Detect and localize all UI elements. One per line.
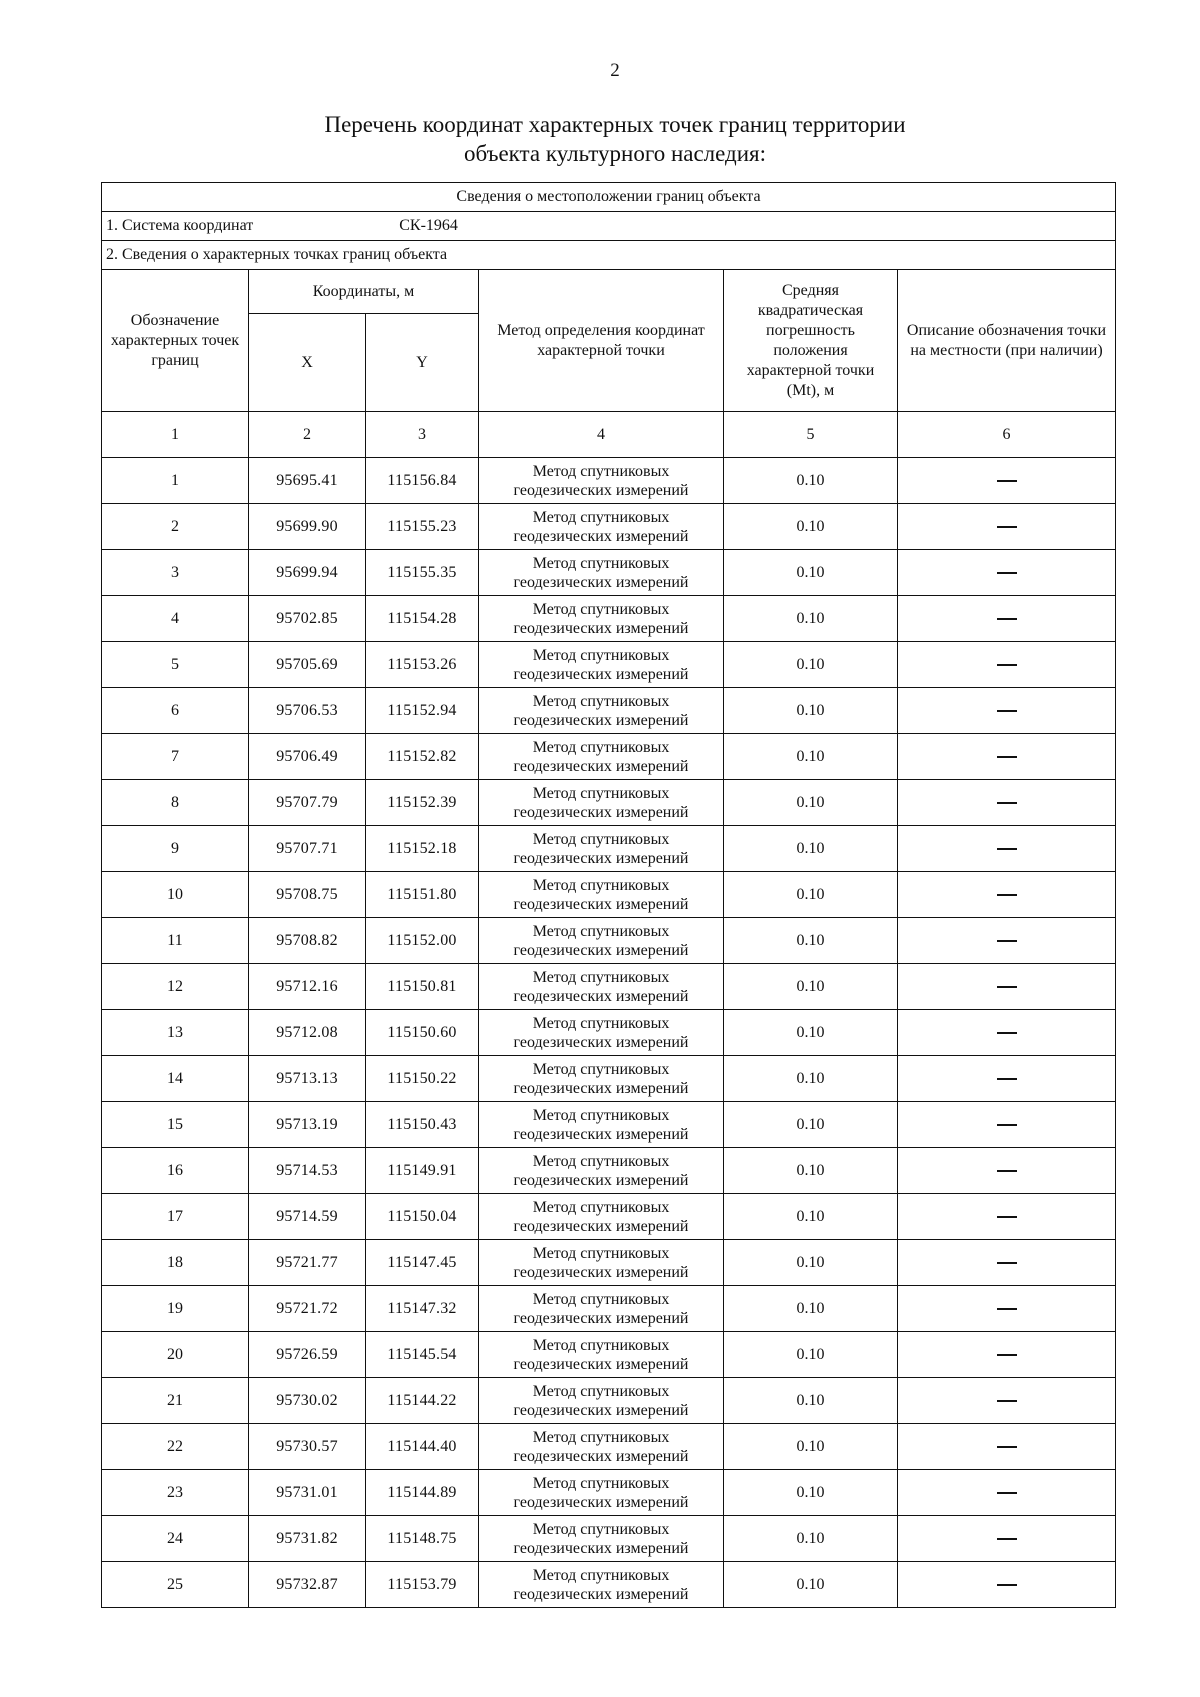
column-header-method: Метод определения координат характерной точки: [479, 270, 724, 412]
point-number-cell: 22: [102, 1424, 249, 1470]
description-cell: [898, 550, 1116, 596]
point-number-cell: 13: [102, 1010, 249, 1056]
y-coordinate-cell: 115152.00: [366, 918, 479, 964]
method-line-2: геодезических измерений: [513, 1079, 689, 1097]
dash-mark: [997, 710, 1017, 712]
point-number-cell: 10: [102, 872, 249, 918]
table-row: [102, 1424, 1116, 1470]
table-row: [102, 1194, 1116, 1240]
method-line-1: Метод спутниковых: [532, 1152, 670, 1170]
y-coordinate-cell: 115153.79: [366, 1562, 479, 1608]
dash-mark: [997, 1446, 1017, 1448]
y-coordinate-cell: 115151.80: [366, 872, 479, 918]
method-cell: [479, 458, 724, 504]
point-number-cell: 1: [102, 458, 249, 504]
title-line-1: Перечень координат характерных точек границ территории: [324, 112, 906, 137]
method-line-1: Метод спутниковых: [532, 1060, 670, 1078]
error-cell: 0.10: [724, 550, 898, 596]
method-line-1: Метод спутниковых: [532, 1474, 670, 1492]
dash-mark: [997, 1262, 1017, 1264]
method-line-2: геодезических измерений: [513, 1263, 689, 1281]
method-cell: [479, 642, 724, 688]
method-line-1: Метод спутниковых: [532, 1382, 670, 1400]
point-number-cell: 9: [102, 826, 249, 872]
column-header-coordinates: Координаты, м: [249, 270, 479, 314]
column-number: 3: [366, 412, 479, 458]
method-cell: [479, 688, 724, 734]
method-cell: [479, 1102, 724, 1148]
method-line-1: Метод спутниковых: [532, 830, 670, 848]
dash-mark: [997, 1170, 1017, 1172]
error-cell: 0.10: [724, 688, 898, 734]
method-cell: [479, 1010, 724, 1056]
x-coordinate-cell: 95730.57: [249, 1424, 366, 1470]
method-cell: [479, 1378, 724, 1424]
error-cell: 0.10: [724, 964, 898, 1010]
description-cell: [898, 1286, 1116, 1332]
error-cell: 0.10: [724, 1424, 898, 1470]
column-number: 2: [249, 412, 366, 458]
point-number-cell: 19: [102, 1286, 249, 1332]
y-coordinate-cell: 115156.84: [366, 458, 479, 504]
dash-mark: [997, 1124, 1017, 1126]
title-line-2: объекта культурного наследия:: [463, 141, 767, 166]
description-cell: [898, 1470, 1116, 1516]
x-coordinate-cell: 95721.77: [249, 1240, 366, 1286]
description-cell: [898, 642, 1116, 688]
dash-mark: [997, 664, 1017, 666]
page-number: 2: [610, 60, 620, 81]
dash-mark: [997, 1216, 1017, 1218]
error-cell: 0.10: [724, 734, 898, 780]
column-number: 4: [479, 412, 724, 458]
x-coordinate-cell: 95695.41: [249, 458, 366, 504]
x-coordinate-cell: 95731.01: [249, 1470, 366, 1516]
y-coordinate-cell: 115155.35: [366, 550, 479, 596]
table-row: [102, 1010, 1116, 1056]
description-cell: [898, 734, 1116, 780]
method-line-2: геодезических измерений: [513, 941, 689, 959]
method-line-2: геодезических измерений: [513, 803, 689, 821]
document-title: [0, 110, 1200, 168]
point-number-cell: 23: [102, 1470, 249, 1516]
dash-mark: [997, 848, 1017, 850]
method-cell: [479, 964, 724, 1010]
dash-mark: [997, 1538, 1017, 1540]
dash-mark: [997, 1492, 1017, 1494]
x-coordinate-cell: 95706.49: [249, 734, 366, 780]
method-line-2: геодезических измерений: [513, 1539, 689, 1557]
y-coordinate-cell: 115149.91: [366, 1148, 479, 1194]
point-number-cell: 12: [102, 964, 249, 1010]
description-cell: [898, 964, 1116, 1010]
method-cell: [479, 1470, 724, 1516]
method-line-2: геодезических измерений: [513, 1033, 689, 1051]
point-number-cell: 24: [102, 1516, 249, 1562]
method-line-2: геодезических измерений: [513, 895, 689, 913]
x-coordinate-cell: 95721.72: [249, 1286, 366, 1332]
method-line-2: геодезических измерений: [513, 849, 689, 867]
table-row: [102, 504, 1116, 550]
method-line-2: геодезических измерений: [513, 711, 689, 729]
y-coordinate-cell: 115147.45: [366, 1240, 479, 1286]
table-row: [102, 964, 1116, 1010]
method-line-1: Метод спутниковых: [532, 1428, 670, 1446]
point-number-cell: 8: [102, 780, 249, 826]
y-coordinate-cell: 115144.40: [366, 1424, 479, 1470]
description-cell: [898, 458, 1116, 504]
method-line-2: геодезических измерений: [513, 619, 689, 637]
method-cell: [479, 1148, 724, 1194]
error-cell: 0.10: [724, 780, 898, 826]
table-row: [102, 688, 1116, 734]
column-number-row: [102, 412, 1116, 458]
method-cell: [479, 1516, 724, 1562]
description-cell: [898, 1332, 1116, 1378]
method-line-2: геодезических измерений: [513, 527, 689, 545]
dash-mark: [997, 1032, 1017, 1034]
x-coordinate-cell: 95714.59: [249, 1194, 366, 1240]
description-cell: [898, 596, 1116, 642]
y-coordinate-cell: 115152.82: [366, 734, 479, 780]
description-cell: [898, 1010, 1116, 1056]
column-number: 1: [102, 412, 249, 458]
method-line-2: геодезических измерений: [513, 1171, 689, 1189]
method-line-1: Метод спутниковых: [532, 1336, 670, 1354]
table-row: [102, 1148, 1116, 1194]
table-row: [102, 918, 1116, 964]
description-cell: [898, 826, 1116, 872]
column-header-y: Y: [366, 314, 479, 412]
description-cell: [898, 504, 1116, 550]
x-coordinate-cell: 95708.82: [249, 918, 366, 964]
method-line-1: Метод спутниковых: [532, 1198, 670, 1216]
method-cell: [479, 780, 724, 826]
x-coordinate-cell: 95714.53: [249, 1148, 366, 1194]
method-line-1: Метод спутниковых: [532, 784, 670, 802]
x-coordinate-cell: 95702.85: [249, 596, 366, 642]
y-coordinate-cell: 115144.89: [366, 1470, 479, 1516]
method-cell: [479, 504, 724, 550]
method-line-2: геодезических измерений: [513, 1125, 689, 1143]
description-cell: [898, 1516, 1116, 1562]
x-coordinate-cell: 95730.02: [249, 1378, 366, 1424]
error-cell: 0.10: [724, 1332, 898, 1378]
point-number-cell: 21: [102, 1378, 249, 1424]
coordinate-system-label: 1. Система координат: [106, 217, 254, 234]
column-header-designation: Обозначение характерных точек границ: [102, 270, 249, 412]
table-row: [102, 780, 1116, 826]
method-line-1: Метод спутниковых: [532, 1566, 670, 1584]
dash-mark: [997, 986, 1017, 988]
method-cell: [479, 1194, 724, 1240]
method-cell: [479, 1240, 724, 1286]
table-row: [102, 458, 1116, 504]
table-row: [102, 550, 1116, 596]
method-line-2: геодезических измерений: [513, 1585, 689, 1603]
y-coordinate-cell: 115153.26: [366, 642, 479, 688]
method-line-2: геодезических измерений: [513, 665, 689, 683]
y-coordinate-cell: 115152.39: [366, 780, 479, 826]
method-line-1: Метод спутниковых: [532, 508, 670, 526]
method-line-1: Метод спутниковых: [532, 968, 670, 986]
table-row: [102, 1286, 1116, 1332]
description-cell: [898, 1378, 1116, 1424]
coordinate-system-row: [102, 212, 1116, 241]
point-number-cell: 20: [102, 1332, 249, 1378]
x-coordinate-cell: 95705.69: [249, 642, 366, 688]
method-line-1: Метод спутниковых: [532, 646, 670, 664]
dash-mark: [997, 1308, 1017, 1310]
y-coordinate-cell: 115147.32: [366, 1286, 479, 1332]
x-coordinate-cell: 95712.08: [249, 1010, 366, 1056]
point-number-cell: 14: [102, 1056, 249, 1102]
table-row: [102, 642, 1116, 688]
y-coordinate-cell: 115145.54: [366, 1332, 479, 1378]
description-cell: [898, 1194, 1116, 1240]
method-cell: [479, 1562, 724, 1608]
y-coordinate-cell: 115152.94: [366, 688, 479, 734]
column-header-x: X: [249, 314, 366, 412]
column-header-error: Средняя квадратическая погрешность положения характерной точки (Mt), м: [724, 270, 898, 412]
x-coordinate-cell: 95699.94: [249, 550, 366, 596]
method-line-2: геодезических измерений: [513, 1309, 689, 1327]
y-coordinate-cell: 115148.75: [366, 1516, 479, 1562]
error-cell: 0.10: [724, 458, 898, 504]
table-row: [102, 1240, 1116, 1286]
error-cell: 0.10: [724, 1516, 898, 1562]
error-cell: 0.10: [724, 1470, 898, 1516]
table-row: [102, 872, 1116, 918]
error-cell: 0.10: [724, 1102, 898, 1148]
point-number-cell: 16: [102, 1148, 249, 1194]
x-coordinate-cell: 95712.16: [249, 964, 366, 1010]
x-coordinate-cell: 95708.75: [249, 872, 366, 918]
error-cell: 0.10: [724, 918, 898, 964]
description-cell: [898, 1240, 1116, 1286]
dash-mark: [997, 1400, 1017, 1402]
table-row: [102, 1102, 1116, 1148]
coordinate-system-value: СК-1964: [399, 217, 458, 234]
error-cell: 0.10: [724, 1010, 898, 1056]
point-number-cell: 15: [102, 1102, 249, 1148]
x-coordinate-cell: 95731.82: [249, 1516, 366, 1562]
dash-mark: [997, 618, 1017, 620]
description-cell: [898, 1148, 1116, 1194]
method-cell: [479, 734, 724, 780]
description-cell: [898, 688, 1116, 734]
dash-mark: [997, 940, 1017, 942]
method-line-2: геодезических измерений: [513, 1217, 689, 1235]
description-cell: [898, 872, 1116, 918]
x-coordinate-cell: 95699.90: [249, 504, 366, 550]
dash-mark: [997, 894, 1017, 896]
method-line-1: Метод спутниковых: [532, 876, 670, 894]
table-row: [102, 826, 1116, 872]
dash-mark: [997, 802, 1017, 804]
method-line-1: Метод спутниковых: [532, 1106, 670, 1124]
method-line-2: геодезических измерений: [513, 1493, 689, 1511]
description-cell: [898, 1102, 1116, 1148]
method-line-1: Метод спутниковых: [532, 922, 670, 940]
method-cell: [479, 826, 724, 872]
x-coordinate-cell: 95706.53: [249, 688, 366, 734]
table-row: [102, 1470, 1116, 1516]
method-line-1: Метод спутниковых: [532, 1014, 670, 1032]
error-cell: 0.10: [724, 826, 898, 872]
x-coordinate-cell: 95707.79: [249, 780, 366, 826]
error-cell: 0.10: [724, 642, 898, 688]
description-cell: [898, 1562, 1116, 1608]
method-cell: [479, 872, 724, 918]
description-cell: [898, 1056, 1116, 1102]
method-cell: [479, 1286, 724, 1332]
dash-mark: [997, 1078, 1017, 1080]
method-line-1: Метод спутниковых: [532, 554, 670, 572]
point-number-cell: 11: [102, 918, 249, 964]
point-number-cell: 2: [102, 504, 249, 550]
point-number-cell: 6: [102, 688, 249, 734]
point-number-cell: 25: [102, 1562, 249, 1608]
x-coordinate-cell: 95713.13: [249, 1056, 366, 1102]
error-cell: 0.10: [724, 1286, 898, 1332]
description-cell: [898, 1424, 1116, 1470]
dash-mark: [997, 1354, 1017, 1356]
method-line-2: геодезических измерений: [513, 987, 689, 1005]
method-line-1: Метод спутниковых: [532, 738, 670, 756]
point-number-cell: 3: [102, 550, 249, 596]
method-line-1: Метод спутниковых: [532, 462, 670, 480]
y-coordinate-cell: 115150.43: [366, 1102, 479, 1148]
method-cell: [479, 1332, 724, 1378]
method-line-1: Метод спутниковых: [532, 692, 670, 710]
error-cell: 0.10: [724, 1194, 898, 1240]
table-row: [102, 734, 1116, 780]
table-row: [102, 1332, 1116, 1378]
method-cell: [479, 550, 724, 596]
error-cell: 0.10: [724, 1240, 898, 1286]
table-row: [102, 596, 1116, 642]
column-number: 6: [898, 412, 1116, 458]
section-header: Сведения о местоположении границ объекта: [102, 183, 1116, 212]
y-coordinate-cell: 115155.23: [366, 504, 479, 550]
method-line-1: Метод спутниковых: [532, 600, 670, 618]
dash-mark: [997, 572, 1017, 574]
error-cell: 0.10: [724, 504, 898, 550]
x-coordinate-cell: 95732.87: [249, 1562, 366, 1608]
description-cell: [898, 918, 1116, 964]
method-line-1: Метод спутниковых: [532, 1244, 670, 1262]
point-number-cell: 17: [102, 1194, 249, 1240]
dash-mark: [997, 756, 1017, 758]
table-row: [102, 1516, 1116, 1562]
method-cell: [479, 918, 724, 964]
table-row: [102, 1562, 1116, 1608]
y-coordinate-cell: 115150.60: [366, 1010, 479, 1056]
point-number-cell: 5: [102, 642, 249, 688]
y-coordinate-cell: 115152.18: [366, 826, 479, 872]
error-cell: 0.10: [724, 872, 898, 918]
x-coordinate-cell: 95726.59: [249, 1332, 366, 1378]
method-line-2: геодезических измерений: [513, 1447, 689, 1465]
error-cell: 0.10: [724, 596, 898, 642]
method-line-1: Метод спутниковых: [532, 1290, 670, 1308]
table-row: [102, 1056, 1116, 1102]
method-cell: [479, 1056, 724, 1102]
point-number-cell: 7: [102, 734, 249, 780]
method-line-2: геодезических измерений: [513, 573, 689, 591]
x-coordinate-cell: 95707.71: [249, 826, 366, 872]
y-coordinate-cell: 115154.28: [366, 596, 479, 642]
x-coordinate-cell: 95713.19: [249, 1102, 366, 1148]
y-coordinate-cell: 115144.22: [366, 1378, 479, 1424]
method-line-2: геодезических измерений: [513, 757, 689, 775]
points-header: 2. Сведения о характерных точках границ объекта: [102, 241, 1116, 270]
method-cell: [479, 596, 724, 642]
error-cell: 0.10: [724, 1378, 898, 1424]
method-line-1: Метод спутниковых: [532, 1520, 670, 1538]
error-cell: 0.10: [724, 1148, 898, 1194]
description-cell: [898, 780, 1116, 826]
point-number-cell: 4: [102, 596, 249, 642]
dash-mark: [997, 526, 1017, 528]
dash-mark: [997, 480, 1017, 482]
error-cell: 0.10: [724, 1056, 898, 1102]
column-number: 5: [724, 412, 898, 458]
coordinates-table: [101, 182, 1116, 1608]
y-coordinate-cell: 115150.22: [366, 1056, 479, 1102]
y-coordinate-cell: 115150.04: [366, 1194, 479, 1240]
method-line-2: геодезических измерений: [513, 1355, 689, 1373]
y-coordinate-cell: 115150.81: [366, 964, 479, 1010]
error-cell: 0.10: [724, 1562, 898, 1608]
method-line-2: геодезических измерений: [513, 481, 689, 499]
method-line-2: геодезических измерений: [513, 1401, 689, 1419]
method-cell: [479, 1424, 724, 1470]
column-header-description: Описание обозначения точки на местности (при наличии): [898, 270, 1116, 412]
point-number-cell: 18: [102, 1240, 249, 1286]
dash-mark: [997, 1584, 1017, 1586]
table-row: [102, 1378, 1116, 1424]
